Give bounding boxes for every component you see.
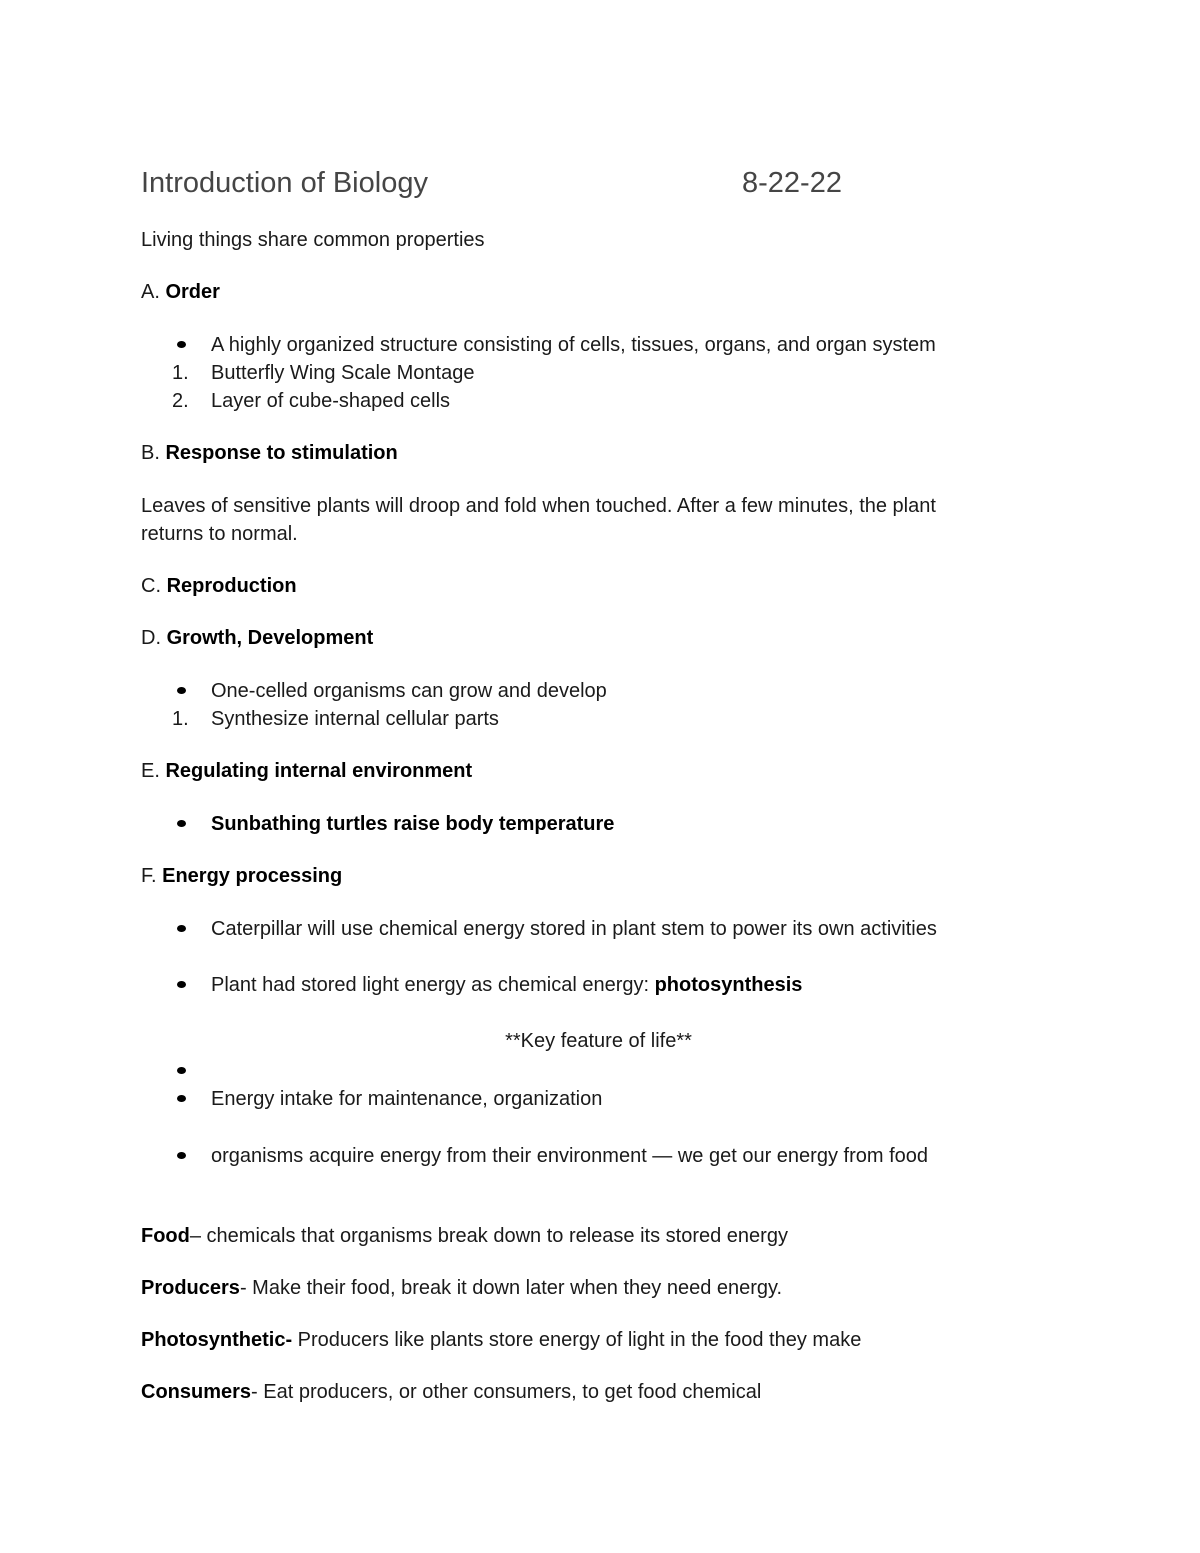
section-c-heading: [141, 572, 297, 600]
section-c-title: Reproduction: [166, 575, 297, 597]
section-f-heading: [141, 862, 342, 890]
list-item: Layer of cube-shaped cells: [211, 390, 451, 412]
page-title: Introduction of Biology: [141, 167, 428, 199]
page-date: 8-22-22: [742, 167, 842, 199]
section-b-text: returns to normal.: [141, 523, 298, 545]
list-number: 1.: [172, 362, 189, 384]
section-e-heading: [141, 757, 472, 785]
list-number: 1.: [172, 708, 189, 730]
section-a-heading: [141, 278, 220, 306]
intro-text: Living things share common properties: [141, 229, 485, 251]
list-number: 2.: [172, 390, 189, 412]
definition-food: [141, 1222, 788, 1250]
bullet-icon: [177, 687, 186, 694]
list-item: [211, 971, 802, 999]
section-a-title: Order: [165, 281, 220, 303]
list-item: Butterfly Wing Scale Montage: [211, 362, 475, 384]
list-item: Synthesize internal cellular parts: [211, 708, 499, 730]
section-d-title: Growth, Development: [166, 627, 374, 649]
definition-term: Food: [141, 1225, 190, 1247]
section-d-letter: D.: [141, 627, 161, 649]
definition-text: – chemicals that organisms break down to release its stored energy: [189, 1225, 788, 1247]
list-item: One-celled organisms can grow and develop: [211, 680, 607, 702]
section-f-letter: F.: [141, 865, 157, 887]
list-item-bold: photosynthesis: [654, 974, 803, 996]
list-item: Energy intake for maintenance, organization: [211, 1088, 603, 1110]
definition-producers: [141, 1274, 782, 1302]
definition-term: Consumers: [141, 1381, 252, 1403]
definition-consumers: [141, 1378, 761, 1406]
section-b-text: Leaves of sensitive plants will droop and fold when touched. After a few minutes, the plant: [141, 495, 936, 517]
section-b-title: Response to stimulation: [165, 442, 398, 464]
section-e-letter: E.: [141, 760, 160, 782]
section-b-heading: [141, 439, 398, 467]
bullet-icon: [177, 981, 186, 988]
definition-text: - Eat producers, or other consumers, to get food chemical: [251, 1381, 762, 1403]
bullet-icon: [177, 1095, 186, 1102]
section-d-heading: [141, 624, 373, 652]
bullet-icon: [177, 341, 186, 348]
bullet-icon: [177, 1067, 186, 1074]
definition-term: Photosynthetic-: [141, 1329, 293, 1351]
bullet-icon: [177, 925, 186, 932]
definition-term: Producers: [141, 1277, 240, 1299]
list-item: Caterpillar will use chemical energy stored in plant stem to power its own activities: [211, 918, 937, 940]
section-a-letter: A.: [141, 281, 160, 303]
definition-photosynthetic: [141, 1326, 861, 1354]
section-c-letter: C.: [141, 575, 161, 597]
definition-text: Producers like plants store energy of light in the food they make: [292, 1329, 862, 1351]
list-item: organisms acquire energy from their environment — we get our energy from food: [211, 1145, 929, 1167]
definition-text: - Make their food, break it down later when they need energy.: [239, 1277, 783, 1299]
bullet-icon: [177, 1152, 186, 1159]
bullet-icon: [177, 820, 186, 827]
list-item: Sunbathing turtles raise body temperature: [211, 813, 615, 835]
section-f-title: Energy processing: [162, 865, 343, 887]
list-item: A highly organized structure consisting of cells, tissues, organs, and organ system: [211, 334, 936, 356]
key-feature-note: **Key feature of life**: [505, 1030, 692, 1052]
section-e-title: Regulating internal environment: [165, 760, 473, 782]
list-item-text: Plant had stored light energy as chemical energy:: [211, 974, 655, 996]
section-b-letter: B.: [141, 442, 160, 464]
